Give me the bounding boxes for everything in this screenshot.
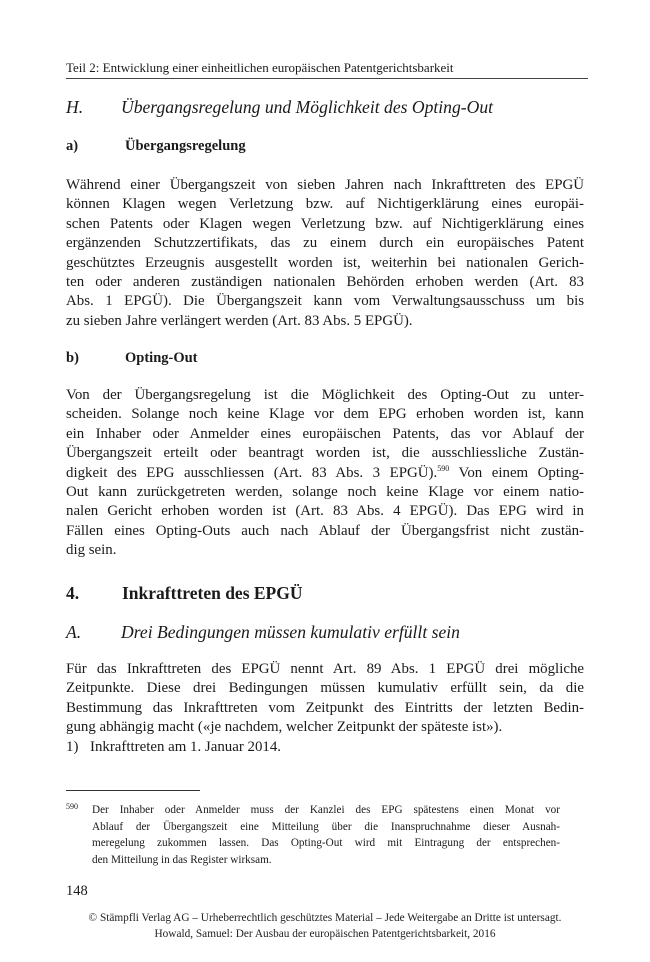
text-line: Für das Inkrafttreten des EPGÜ nennt Art. 89 Abs. 1 EPGÜ drei mögliche: [66, 661, 584, 677]
text-line: Übergangszeit erteilt oder beantragt worden ist, die ausschliessliche Zustän-: [66, 445, 584, 462]
copyright-notice: [0, 910, 650, 942]
chapter-number: 4.: [66, 583, 80, 603]
subsection-title: Übergangsregelung: [125, 138, 246, 154]
footnote-body: [92, 802, 560, 868]
text-line: nalen Gericht erhoben worden ist (Art. 83 Abs. 4 EPGÜ). Das EPG wird in: [66, 503, 584, 520]
text-line: [66, 464, 584, 483]
citation-line: Howald, Samuel: Der Ausbau der europäischen Patentgerichtsbarkeit, 2016: [154, 928, 496, 940]
text-line: Von der Übergangsregelung ist die Möglichkeit des Opting-Out zu unter-: [66, 387, 584, 403]
text-line: geschütztes Erzeugnis ausgestellt worden ist, weiterhin bei nationalen Gerich-: [66, 254, 584, 271]
text-line: Abs. 1 EPGÜ). Die Übergangszeit kann vom Verwaltungsausschuss um bis: [66, 293, 584, 310]
text-fragment: Von einem Opting-: [449, 464, 585, 481]
text-line: können Klagen wegen Verletzung bzw. auf Nichtigerklärung eines europäi-: [66, 196, 584, 213]
paragraph-inkrafttreten: [66, 660, 584, 738]
subsection-title: Opting-Out: [125, 350, 198, 366]
section-title: Drei Bedingungen müssen kumulativ erfüllt sein: [121, 622, 460, 642]
text-line: scheiden. Solange noch keine Klage vor dem EPG erhoben worden ist, kann: [66, 406, 584, 423]
text-line: ein Inhaber oder Anmelder eines europäischen Patents, das vor Ablauf der: [66, 425, 584, 442]
text-line: Zeitpunkte. Diese drei Bedingungen müssen kumulativ erfüllt sein, da die: [66, 680, 584, 697]
footnote-rule: [66, 790, 200, 791]
text-line: Bestimmung das Inkrafttreten vom Zeitpunkt des Eintritts der letzten Bedin-: [66, 699, 584, 716]
subsection-number: b): [66, 350, 79, 366]
footnote-number: 590: [66, 802, 78, 811]
footnote-line: Der Inhaber oder Anmelder muss der Kanzlei des EPG spätestens einen Monat vor: [92, 804, 560, 816]
section-number: A.: [66, 622, 82, 642]
header-rule: [66, 78, 588, 79]
page-number: 148: [66, 883, 88, 899]
subsection-number: a): [66, 138, 79, 154]
paragraph-opting-out: [66, 386, 584, 561]
text-line: schen Patents oder Klagen wegen Verletzung bzw. auf Nichtigerklärung eines: [66, 215, 584, 232]
paragraph-uebergangsregelung: [66, 176, 584, 331]
text-line: zu sieben Jahre verlängert werden (Art. 83 Abs. 5 EPGÜ).: [66, 312, 413, 329]
list-item-text: Inkrafttreten am 1. Januar 2014.: [90, 739, 282, 755]
chapter-title: Inkrafttreten des EPGÜ: [122, 583, 303, 603]
footnote-line: meregelung zukommen lassen. Das Opting-Out wird mit Eintragung der entsprechen-: [92, 837, 560, 849]
footnote-reference[interactable]: 590: [437, 463, 450, 473]
running-header: Teil 2: Entwicklung einer einheitlichen europäischen Patentgerichtsbarkeit: [66, 60, 454, 75]
list-marker: 1): [66, 739, 79, 755]
text-line: Fällen eines Opting-Outs auch nach Ablauf der Übergangsfrist nicht zustän-: [66, 522, 584, 539]
footnote-line: Ablauf der Übergangszeit eine Mitteilung über die Inanspruchnahme dieser Ausnah-: [92, 820, 560, 833]
copyright-line: © Stämpfli Verlag AG – Urheberrechtlich geschütztes Material – Jede Weitergabe an Dritte ist untersagt.: [88, 912, 562, 924]
footnote-line: den Mitteilung in das Register wirksam.: [92, 853, 272, 866]
text-line: gung abhängig macht («je nachdem, welcher Zeitpunkt der späteste ist»).: [66, 719, 503, 736]
text-line: Während einer Übergangszeit von sieben Jahren nach Inkrafttreten des EPGÜ: [66, 177, 584, 193]
section-title: Übergangsregelung und Möglichkeit des Opting-Out: [121, 97, 494, 117]
text-fragment: digkeit des EPG ausschliessen (Art. 83 Abs. 3 EPGÜ).: [66, 464, 438, 481]
text-line: ergänzenden Schutzzertifikats, das zu einem durch ein europäisches Patent: [66, 235, 584, 252]
text-line: ten oder anderen zuständigen nationalen Behörden erhoben werden (Art. 83: [66, 273, 584, 290]
text-line: Out kann zurückgetreten werden, solange noch keine Klage vor einem natio-: [66, 483, 584, 500]
section-number: H.: [66, 97, 84, 117]
text-line: dig sein.: [66, 542, 117, 559]
